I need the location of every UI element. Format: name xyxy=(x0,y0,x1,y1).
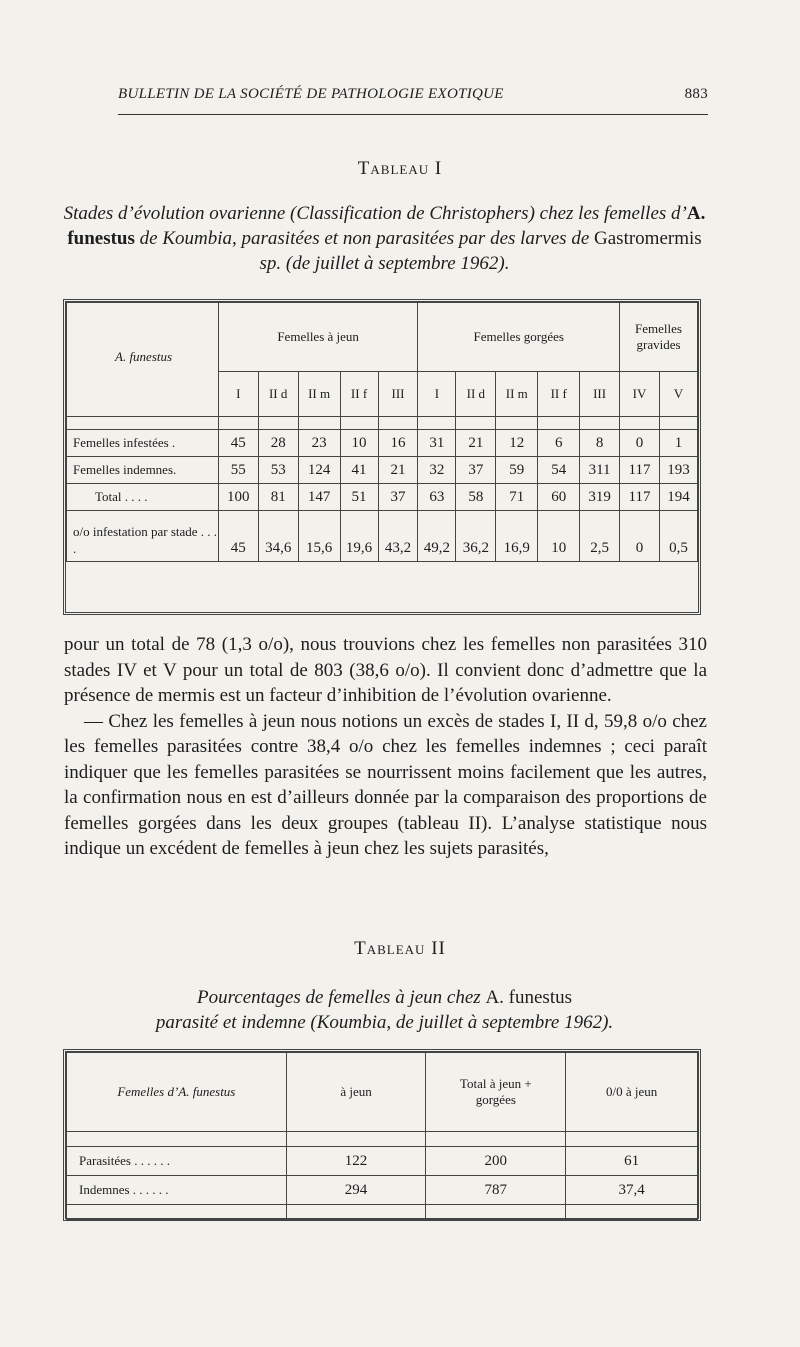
table-cell: 45 xyxy=(218,511,258,562)
table2-title: Tableau II xyxy=(354,938,446,959)
table-cell: 37,4 xyxy=(566,1176,698,1205)
table-cell: 311 xyxy=(580,457,620,484)
row-label: Total . . . . xyxy=(67,484,219,511)
table1-caption-parasite: Gastromermis xyxy=(594,228,702,249)
table-cell: 34,6 xyxy=(258,511,298,562)
table-cell: 37 xyxy=(456,457,496,484)
table-cell: 0 xyxy=(620,430,660,457)
stage-header: II m xyxy=(496,372,538,417)
table-cell: 194 xyxy=(659,484,697,511)
table-cell: 49,2 xyxy=(418,511,456,562)
table-cell: 53 xyxy=(258,457,298,484)
stage-header: II d xyxy=(456,372,496,417)
table-cell: 15,6 xyxy=(298,511,340,562)
table-cell: 54 xyxy=(538,457,580,484)
table-cell: 58 xyxy=(456,484,496,511)
row-label: Femelles infestées . xyxy=(67,430,219,457)
table-cell: 31 xyxy=(418,430,456,457)
row-label: o/o infestation par stade . . . . xyxy=(67,511,219,562)
table1-corner-label: A. funestus xyxy=(67,303,219,417)
table1 xyxy=(66,302,698,562)
table-cell: 36,2 xyxy=(456,511,496,562)
table-cell: 16,9 xyxy=(496,511,538,562)
table-cell: 16 xyxy=(378,430,418,457)
table-cell: 1 xyxy=(659,430,697,457)
table-cell: 294 xyxy=(286,1176,426,1205)
table-cell: 100 xyxy=(218,484,258,511)
table1-caption-part2: de Koumbia, parasitées et non parasitées par des larves de xyxy=(134,228,595,249)
row-label: Femelles indemnes. xyxy=(67,457,219,484)
stage-header: V xyxy=(659,372,697,417)
table-cell: 147 xyxy=(298,484,340,511)
stage-header: II f xyxy=(340,372,378,417)
table1-group-engorged: Femelles gorgées xyxy=(418,303,620,372)
table-cell: 19,6 xyxy=(340,511,378,562)
table2-caption-part1: Pourcentages de femelles à jeun chez xyxy=(197,987,486,1008)
table1-caption xyxy=(62,201,707,276)
table-cell: 200 xyxy=(426,1147,566,1176)
table-cell: 124 xyxy=(298,457,340,484)
stage-header: I xyxy=(218,372,258,417)
table-cell: 45 xyxy=(218,430,258,457)
table-cell: 10 xyxy=(538,511,580,562)
row-label: Parasitées . . . . . . xyxy=(67,1147,287,1176)
table1-caption-part1: Stades d’évolution ovarienne (Classification de Christophers) chez les femelles d’ xyxy=(63,203,687,224)
table-cell: 787 xyxy=(426,1176,566,1205)
journal-title: BULLETIN DE LA SOCIÉTÉ DE PATHOLOGIE EXOTIQUE xyxy=(118,86,504,102)
stage-header: III xyxy=(378,372,418,417)
table-cell: 71 xyxy=(496,484,538,511)
table-row xyxy=(67,511,698,562)
stage-header: III xyxy=(580,372,620,417)
table1-caption-part3: sp. (de juillet à septembre 1962). xyxy=(259,253,510,274)
table-cell: 117 xyxy=(620,484,660,511)
table-cell: 10 xyxy=(340,430,378,457)
table-cell: 21 xyxy=(456,430,496,457)
paragraph: — Chez les femelles à jeun nous notions un excès de stades I, II d, 59,8 o/o chez les femelles parasitées contre 38,4 o/o chez les femelles indemnes ; ceci paraît indiquer que les femelles parasitées se nourrissent moins facilement que les autres, la confirmation nous en est d’ailleurs donnée par la comparaison des proportions de femelles gorgées dans les deux groupes (tableau II). L’analyse statistique nous indique un excédent de femelles à jeun chez les sujets parasités, xyxy=(64,710,707,859)
row-label: Indemnes . . . . . . xyxy=(67,1176,287,1205)
running-header xyxy=(118,86,708,103)
header-rule xyxy=(118,114,708,115)
table2-caption-species: A. funestus xyxy=(485,987,572,1008)
table-cell: 55 xyxy=(218,457,258,484)
table-cell: 23 xyxy=(298,430,340,457)
table-cell: 2,5 xyxy=(580,511,620,562)
table2-header: à jeun xyxy=(286,1053,426,1132)
table1-group-gravid: Femelles gravides xyxy=(620,303,698,372)
table-cell: 28 xyxy=(258,430,298,457)
table-cell: 41 xyxy=(340,457,378,484)
table-row xyxy=(67,457,698,484)
table-cell: 8 xyxy=(580,430,620,457)
table-cell: 0 xyxy=(620,511,660,562)
table-cell: 43,2 xyxy=(378,511,418,562)
stage-header: II m xyxy=(298,372,340,417)
table2-caption-part2: parasité et indemne (Koumbia, de juillet à septembre 1962). xyxy=(155,1012,614,1033)
table-cell: 59 xyxy=(496,457,538,484)
stage-header: II d xyxy=(258,372,298,417)
table-cell: 122 xyxy=(286,1147,426,1176)
table-cell: 117 xyxy=(620,457,660,484)
table-cell: 37 xyxy=(378,484,418,511)
table1-group-fasting: Femelles à jeun xyxy=(218,303,418,372)
page-number: 883 xyxy=(684,86,708,102)
table2-header: Total à jeun + gorgées xyxy=(426,1053,566,1132)
table2-caption xyxy=(62,985,707,1035)
paragraph: pour un total de 78 (1,3 o/o), nous trouvions chez les femelles non parasitées 310 stades IV et V pour un total de 803 (38,6 o/o). Il convient donc d’admettre que la présence de mermis est un facteur d’inhibition de l’évolution ovarienne. xyxy=(64,634,707,706)
stage-header: IV xyxy=(620,372,660,417)
table-cell: 32 xyxy=(418,457,456,484)
table1-caption-species: A. funestus xyxy=(67,203,706,249)
table-cell: 60 xyxy=(538,484,580,511)
stage-header: I xyxy=(418,372,456,417)
table-cell: 6 xyxy=(538,430,580,457)
table2-header: Femelles d’A. funestus xyxy=(67,1053,287,1132)
table-cell: 81 xyxy=(258,484,298,511)
table-cell: 0,5 xyxy=(659,511,697,562)
stage-header: II f xyxy=(538,372,580,417)
table1-title: Tableau I xyxy=(357,158,443,179)
table-cell: 63 xyxy=(418,484,456,511)
table-cell: 193 xyxy=(659,457,697,484)
table-cell: 51 xyxy=(340,484,378,511)
table-row xyxy=(67,430,698,457)
table-cell: 319 xyxy=(580,484,620,511)
table-row xyxy=(67,484,698,511)
table-cell: 12 xyxy=(496,430,538,457)
table-cell: 21 xyxy=(378,457,418,484)
table-row xyxy=(67,1147,698,1176)
body-text xyxy=(64,632,707,862)
table-cell: 61 xyxy=(566,1147,698,1176)
table-row xyxy=(67,1176,698,1205)
table2 xyxy=(66,1052,698,1220)
table2-header: 0/0 à jeun xyxy=(566,1053,698,1132)
